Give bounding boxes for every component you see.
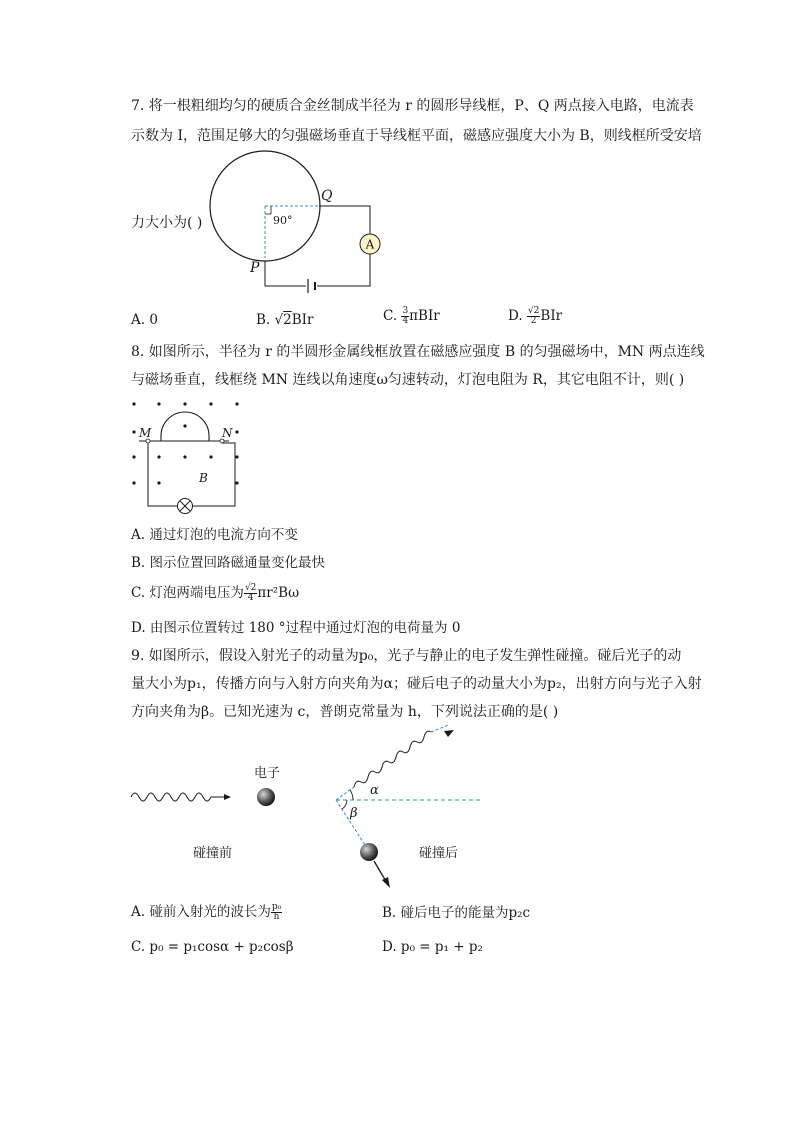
scattered-photon-wave xyxy=(354,731,431,787)
q8-option-b[interactable]: B. 图示位置回路磁通量变化最快 xyxy=(131,555,326,571)
before-collision-label: 碰撞前 xyxy=(193,846,233,861)
right-angle-mark xyxy=(265,206,271,214)
wire-right-bottom xyxy=(317,254,370,286)
q9-option-c[interactable]: C. p₀ = p₁cosα + p₂cosβ xyxy=(131,939,294,955)
q7-text-line2: 示数为 I，范围足够大的匀强磁场垂直于导线框平面，磁感应强度大小为 B，则线框所受安培 xyxy=(131,128,702,144)
q7-text-line3: 力大小为( ) xyxy=(131,215,203,231)
q8-text-line2: 与磁场垂直，线框绕 MN 连线以角速度ω匀速转动，灯泡电阻为 R，其它电阻不计，则( ) xyxy=(131,372,685,388)
q9-option-d[interactable]: D. p₀ = p₁ + p₂ xyxy=(382,939,483,955)
q7-option-d[interactable]: D. $\frac{√2}{2}$ BIr xyxy=(508,306,563,326)
wire-top xyxy=(319,206,370,234)
alpha-arc xyxy=(350,790,353,800)
field-B-label: B xyxy=(199,471,208,485)
beta-arc xyxy=(342,800,347,809)
q8-rotating-loop-diagram xyxy=(125,396,265,521)
point-P-label: P xyxy=(250,260,260,276)
electron-recoil-arrow-icon xyxy=(382,877,390,888)
q8-option-c[interactable]: C. 灯泡两端电压为 $\frac{√2}{4}$ πr²Bω xyxy=(131,583,300,603)
q9-option-a[interactable]: A. 碰前入射光的波长为 $\frac{\text{p₀}}{h}$ xyxy=(131,902,282,922)
scattered-photon-arrow-icon xyxy=(444,730,454,737)
incident-photon-wave xyxy=(131,793,211,801)
recoil-electron-icon xyxy=(360,843,378,861)
q7-circuit-diagram xyxy=(200,148,400,298)
electron-label: 电子 xyxy=(254,766,281,781)
q7-text-line1: 7. 将一根粗细均匀的硬质合金丝制成半径为 r 的圆形导线框，P、Q 两点接入电路，电流表 xyxy=(131,98,694,114)
point-M-label: M xyxy=(139,426,152,440)
beta-label: β xyxy=(350,806,358,821)
q9-option-b[interactable]: B. 碰后电子的能量为p₂c xyxy=(382,905,531,921)
q9-compton-scattering-diagram xyxy=(125,725,505,895)
q7-option-b[interactable]: B. √2BIr xyxy=(256,312,314,328)
angle-label: 90° xyxy=(273,214,293,227)
wire-left-bottom xyxy=(265,261,306,286)
alpha-label: α xyxy=(370,783,379,798)
point-N-label: N xyxy=(222,426,233,440)
ammeter-label: A xyxy=(365,237,375,252)
q9-text-line2: 量大小为p₁，传播方向与入射方向夹角为α；碰后电子的动量大小为p₂，出射方向与光子入射 xyxy=(131,676,702,692)
q9-text-line1: 9. 如图所示，假设入射光子的动量为p₀，光子与静止的电子发生弹性碰撞。碰后光子的动 xyxy=(131,648,682,664)
q8-option-a[interactable]: A. 通过灯泡的电流方向不变 xyxy=(131,527,298,543)
point-Q-label: Q xyxy=(321,188,333,204)
electron-at-rest-icon xyxy=(257,788,275,806)
q9-text-line3: 方向夹角为β。已知光速为 c，普朗克常量为 h，下列说法正确的是( ) xyxy=(131,704,559,720)
q7-option-a[interactable]: A. 0 xyxy=(131,312,158,328)
q8-text-line1: 8. 如图所示，半径为 r 的半圆形金属线框放置在磁感应强度 B 的匀强磁场中，MN 两点连线 xyxy=(131,344,705,360)
incident-arrow-icon xyxy=(224,794,231,800)
q7-option-c[interactable]: C. $\frac{3}{4}$ πBIr xyxy=(383,306,440,326)
q8-option-d[interactable]: D. 由图示位置转过 180 °过程中通过灯泡的电荷量为 0 xyxy=(131,620,461,636)
circuit-left-wire xyxy=(148,443,177,506)
after-collision-label: 碰撞后 xyxy=(419,846,459,861)
